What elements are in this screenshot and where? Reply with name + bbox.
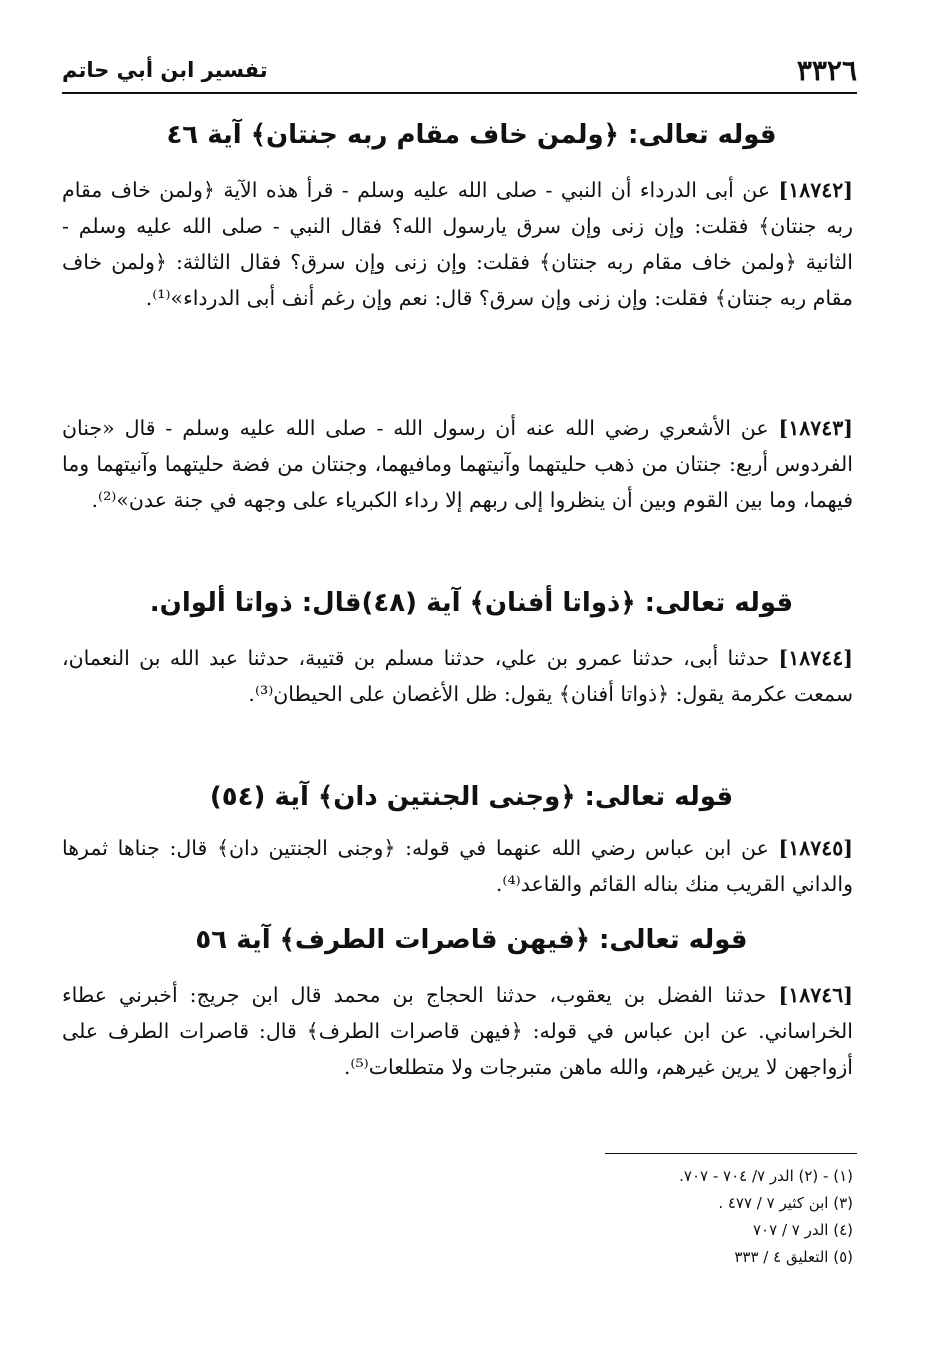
page-header	[62, 52, 857, 94]
hadith-number: [١٨٧٤٣]	[778, 416, 853, 440]
hadith-number: [١٨٧٤٦]	[778, 983, 853, 1007]
hadith-text: حدثنا أبى، حدثنا عمرو بن علي، حدثنا مسلم بن قتيبة، حدثنا عبد الله بن النعمان، سمعت عكرمة يقول: ﴿ذواتا أفنان﴾ يقول: ظل الأغصان على الحيطان⁽³⁾.	[62, 646, 853, 706]
footnote: (١) - (٢) الدر ٧/ ٧٠٤ - ٧٠٧.	[679, 1167, 853, 1185]
hadith-number: [١٨٧٤٤]	[778, 646, 853, 670]
hadith-paragraph	[62, 977, 853, 1085]
hadith-paragraph	[62, 172, 853, 316]
hadith-text: عن الأشعري رضي الله عنه أن رسول الله - صلى الله عليه وسلم - قال «جنان الفردوس أربع: جنتان من ذهب حليتهما وآنيتهما ومافيهما، وجنتان من فضة حليتهما وآنيتهما وما فيهما، وما بين القوم وبين أن ينظروا إلى ربهم إلا رداء الكبرياء على وجهه في جنة عدن»⁽²⁾.	[62, 416, 853, 512]
hadith-paragraph	[62, 640, 853, 712]
hadith-paragraph	[62, 410, 853, 518]
section-heading: قوله تعالى: ﴿ذواتا أفنان﴾ آية (٤٨)قال: ذواتا ألوان.	[149, 588, 794, 618]
footnote: (٣) ابن كثير ٧ / ٤٧٧ .	[718, 1194, 853, 1212]
hadith-paragraph	[62, 830, 853, 902]
hadith-text: عن ابن عباس رضي الله عنهما في قوله: ﴿وجنى الجنتين دان﴾ قال: جناها ثمرها والداني القريب منك بناله القائم والقاعد⁽⁴⁾.	[62, 836, 853, 896]
running-title: تفسير ابن أبي حاتم	[62, 58, 268, 82]
hadith-text: حدثنا الفضل بن يعقوب، حدثنا الحجاج بن محمد قال ابن جريج: أخبرني عطاء الخراساني. عن ابن عباس في قوله: ﴿فيهن قاصرات الطرف﴾ قال: قاصرات الطرف على أزواجهن لا يرين غيرهم، والله ماهن متبرجات ولا متطلعات⁽⁵⁾.	[62, 983, 853, 1079]
footnote: (٥) التعليق ٤ / ٣٣٣	[734, 1248, 853, 1266]
section-heading: قوله تعالى: ﴿فيهن قاصرات الطرف﴾ آية ٥٦	[195, 925, 748, 955]
section-heading: قوله تعالى: ﴿ولمن خاف مقام ربه جنتان﴾ آية ٤٦	[166, 120, 777, 150]
hadith-number: [١٨٧٤٢]	[778, 178, 853, 202]
hadith-text: عن أبى الدرداء أن النبي - صلى الله عليه وسلم - قرأ هذه الآية ﴿ولمن خاف مقام ربه جنتان﴾ فقلت: وإن زنى وإن سرق يارسول الله؟ فقال النبي - صلى الله عليه وسلم - الثانية ﴿ولمن خاف مقام ربه جنتان﴾ فقلت: وإن زنى وإن سرق؟ فقال الثالثة: ﴿ولمن خاف مقام ربه جنتان﴾ فقلت: وإن زنى وإن سرق؟ قال: نعم وإن رغم أنف أبى الدرداء»⁽¹⁾.	[62, 178, 853, 310]
footnotes	[420, 1163, 853, 1271]
footnote: (٤) الدر ٧ / ٧٠٧	[753, 1221, 853, 1239]
page-number: ٣٣٢٦	[796, 54, 857, 87]
footnote-divider	[605, 1153, 857, 1154]
section-heading: قوله تعالى: ﴿وجنى الجنتين دان﴾ آية (٥٤)	[209, 782, 734, 812]
hadith-number: [١٨٧٤٥]	[778, 836, 853, 860]
